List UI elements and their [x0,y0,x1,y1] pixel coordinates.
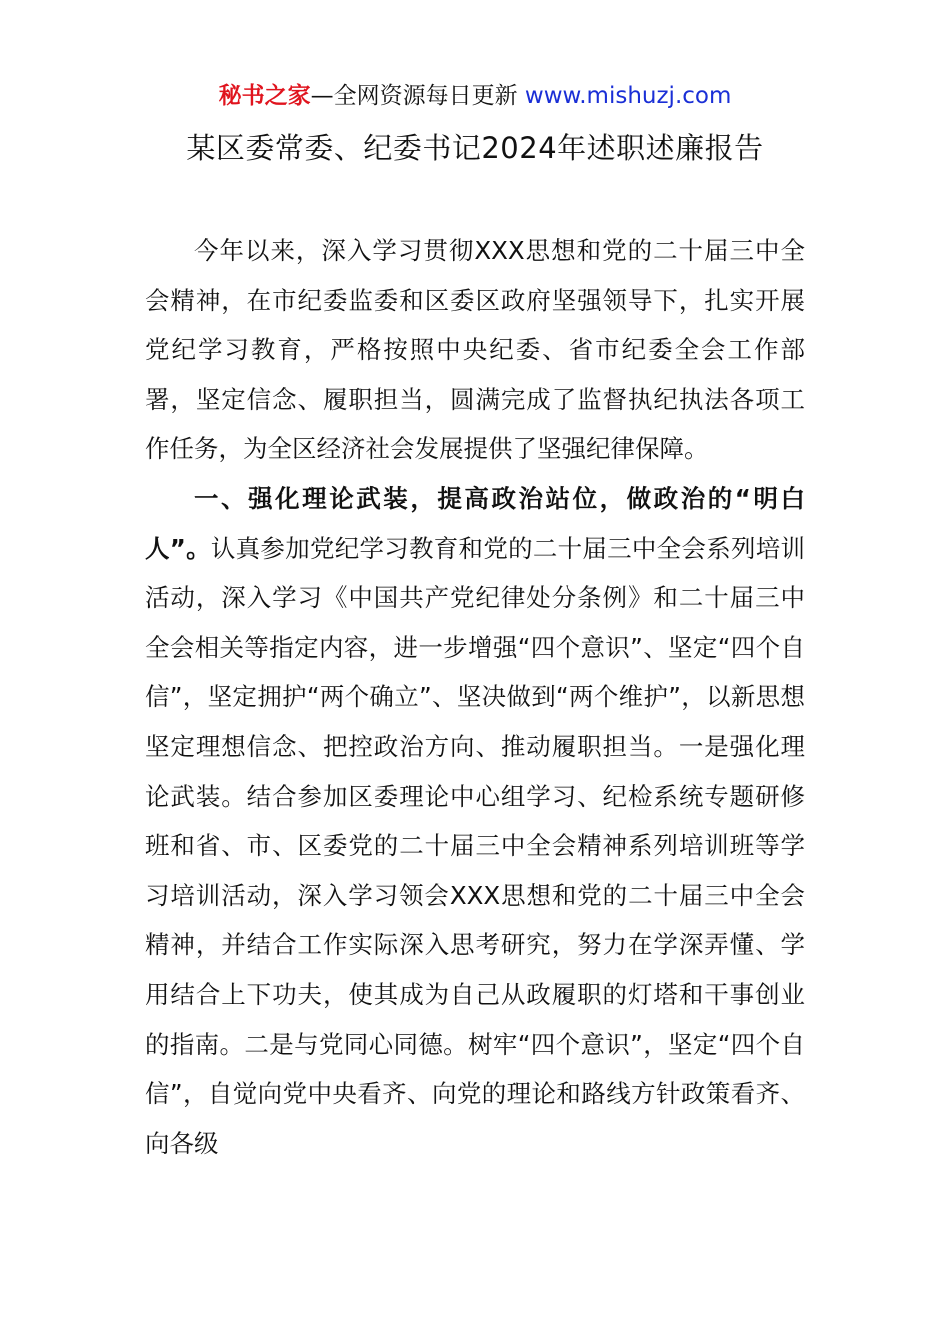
document-body [145,226,805,1168]
section-1-heading: 一、强化理论武装，提高政治站位，做政治的“明白人”。 [145,483,805,563]
section-1-text: 认真参加党纪学习教育和党的二十届三中全会系列培训活动，深入学习《中国共产党纪律处分条例》和二十届三中全会相关等指定内容，进一步增强“四个意识”、坚定“四个自信”，坚定拥护“两个确立”、坚决做到“两个维护”，以新思想坚定理想信念、把控政治方向、推动履职担当。一是强化理论武装。结合参加区委理论中心组学习、纪检系统专题研修班和省、市、区委党的二十届三中全会精神系列培训班等学习培训活动，深入学习领会XXX思想和党的二十届三中全会精神，并结合工作实际深入思考研究，努力在学深弄懂、学用结合上下功夫，使其成为自己从政履职的灯塔和干事创业的指南。二是与党同心同德。树牢“四个意识”，坚定“四个自信”，自觉向党中央看齐、向党的理论和路线方针政策看齐、向各级 [145,533,805,1158]
section-1-paragraph [145,474,805,1168]
site-url-link[interactable]: www.mishuzj.com [524,83,732,109]
document-title: 某区委常委、纪委书记2024年述职述廉报告 [186,131,764,165]
intro-paragraph: 今年以来，深入学习贯彻XXX思想和党的二十届三中全会精神，在市纪委监委和区委区政府坚强领导下，扎实开展党纪学习教育，严格按照中央纪委、省市纪委全会工作部署，坚定信念、履职担当，圆满完成了监督执纪执法各项工作任务，为全区经济社会发展提供了坚强纪律保障。 [145,236,805,464]
site-brand: 秘书之家 [218,83,311,109]
site-tagline: —全网资源每日更新 [310,83,518,109]
site-header [0,80,950,112]
